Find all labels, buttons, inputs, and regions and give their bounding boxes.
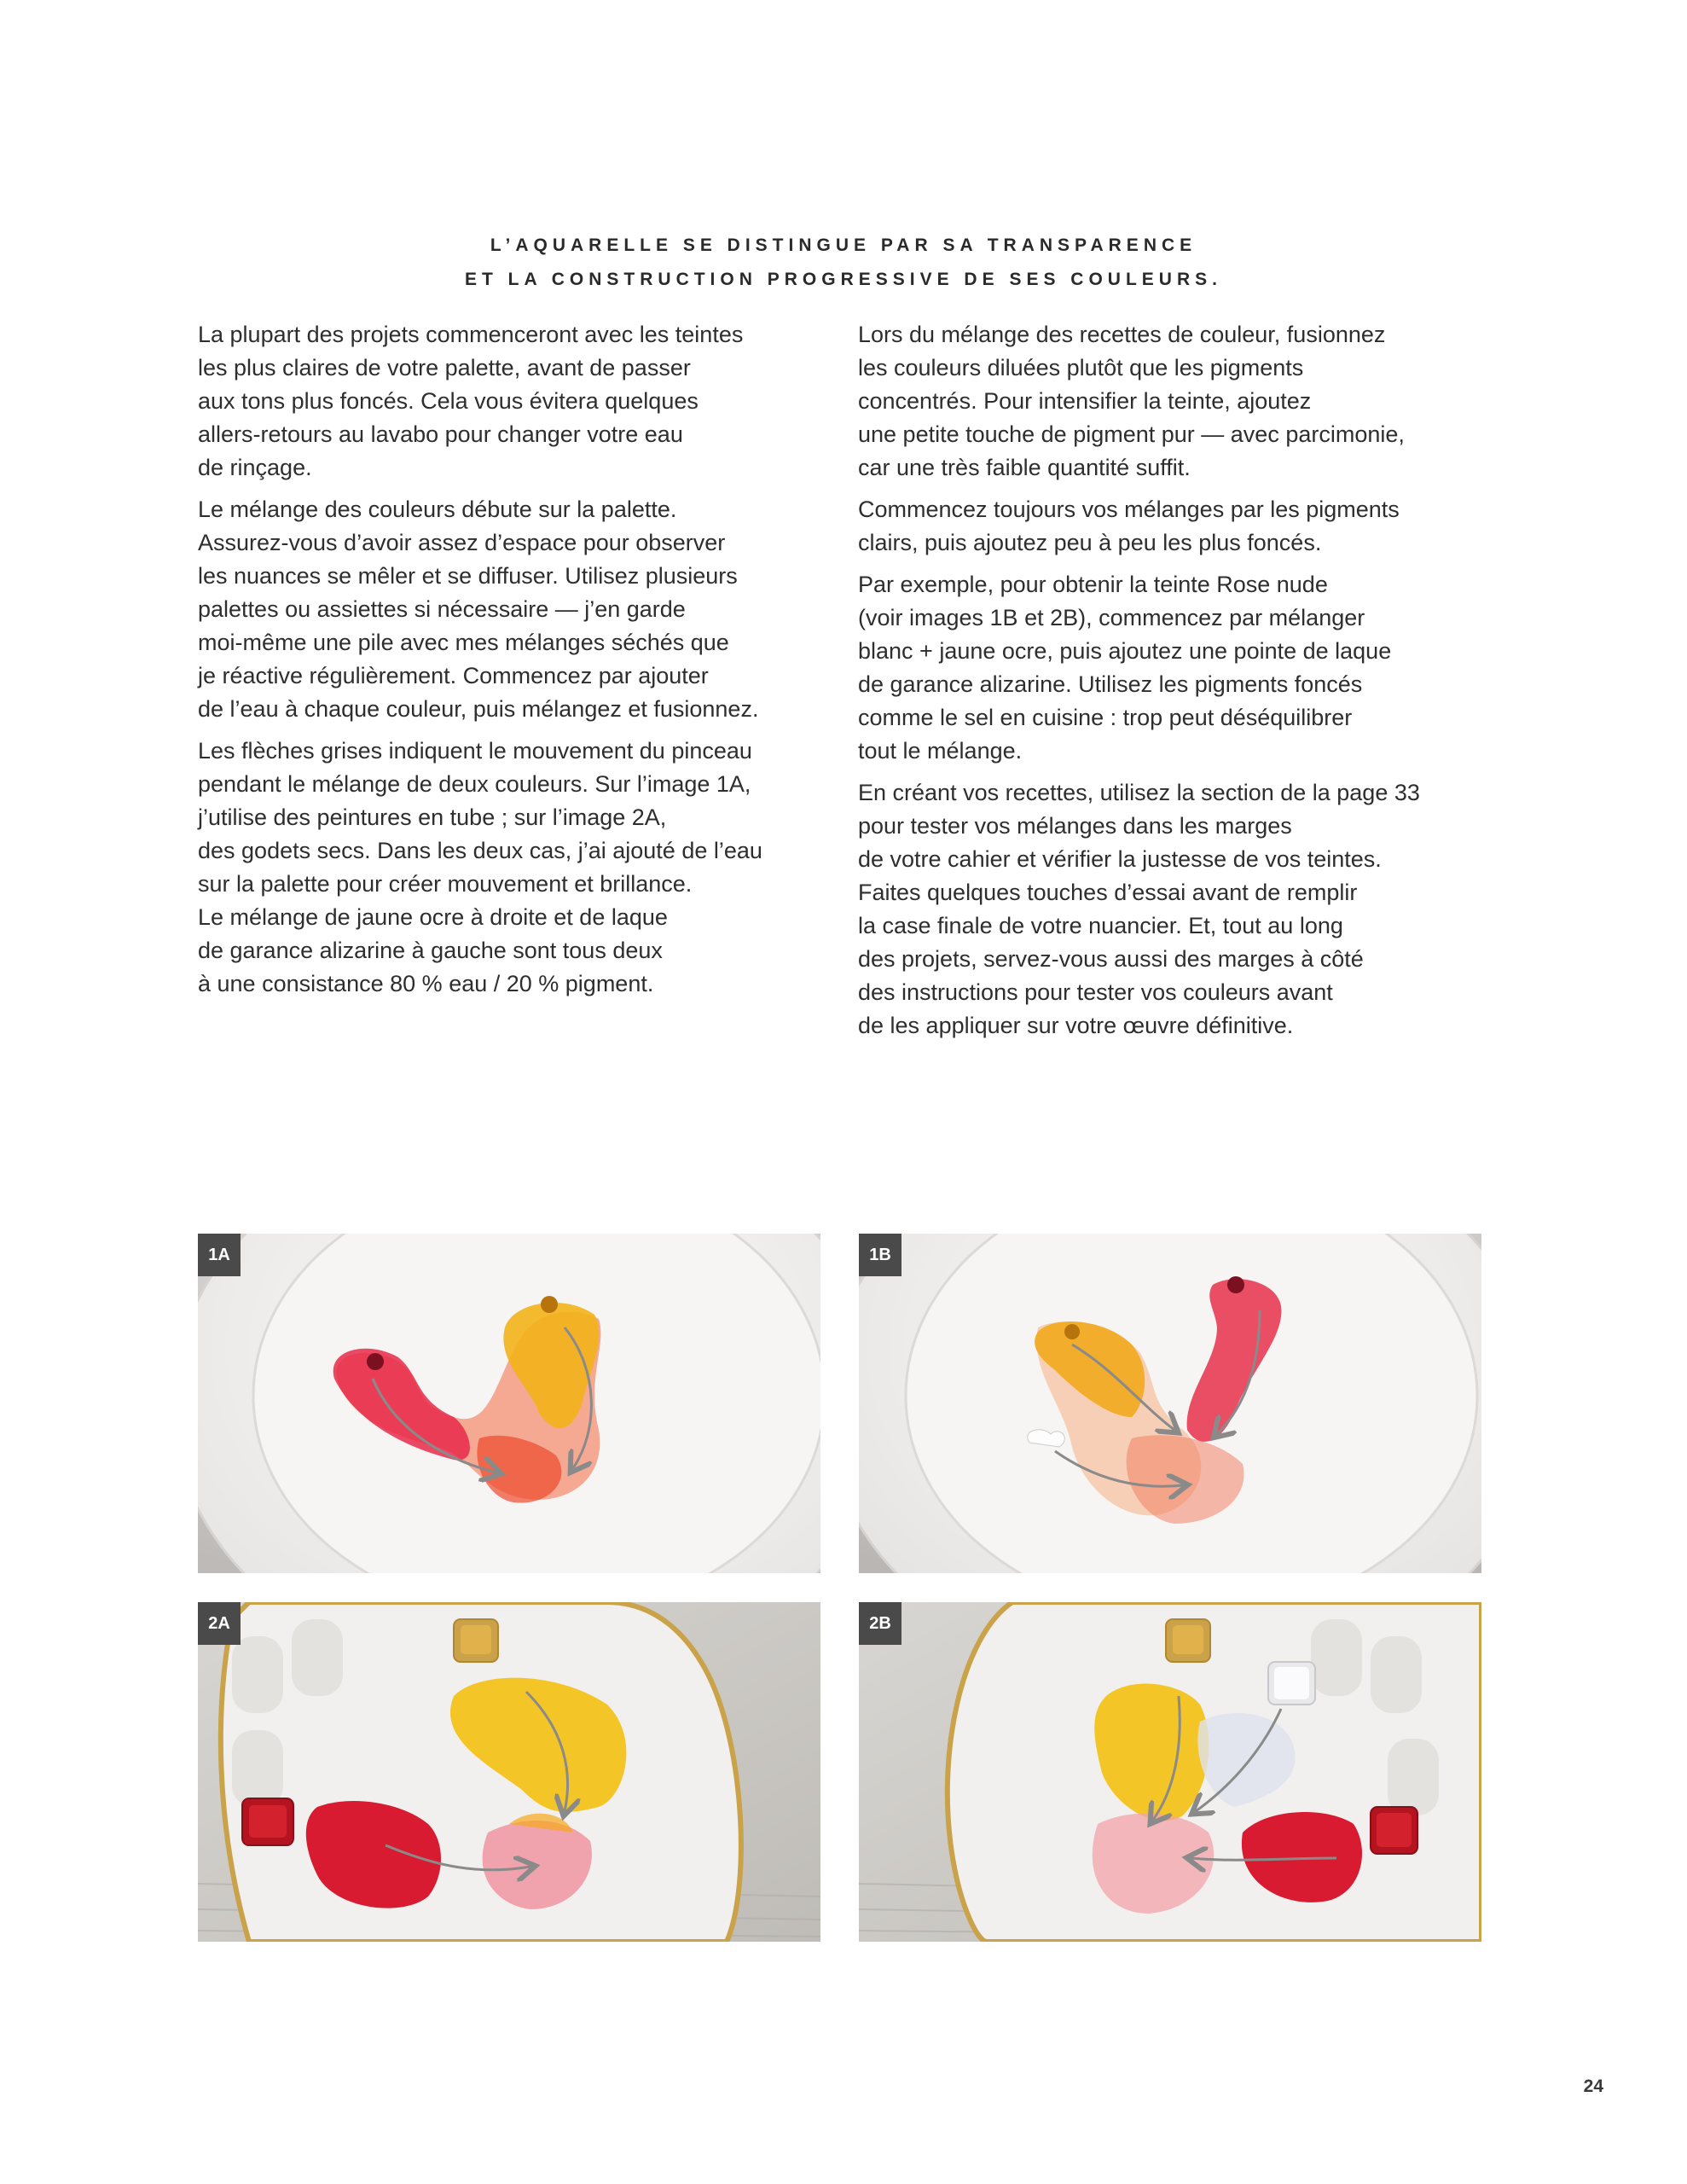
paragraph: Commencez toujours vos mélanges par les pigments clairs, puis ajoutez peu à peu les plus foncés. bbox=[858, 497, 1400, 555]
photo-1a bbox=[198, 1234, 820, 1573]
photo-2b-illustration bbox=[859, 1602, 1481, 1942]
paragraph: En créant vos recettes, utilisez la section de la page 33 pour tester vos mélanges dans les marges de votre cahier et vérifier la justesse de vos teintes. Faites quelques touches d’essai avant de remplir la case finale de votre nuancier. Et, tout au long des projets, servez-vous aussi des marges à côté des instructions pour tester vos couleurs avant de les appliquer sur votre œuvre définitive. bbox=[858, 780, 1420, 1038]
page-number: 24 bbox=[1583, 2077, 1603, 2096]
photo-1b-illustration bbox=[859, 1234, 1481, 1573]
photo-2a-illustration bbox=[198, 1602, 820, 1942]
photo-1a-illustration bbox=[198, 1234, 820, 1573]
heading-line-2: ET LA CONSTRUCTION PROGRESSIVE DE SES COULEURS. bbox=[465, 270, 1222, 289]
photo-label-2a: 2A bbox=[198, 1602, 241, 1645]
heading-line-1: L’AQUARELLE SE DISTINGUE PAR SA TRANSPARENCE bbox=[490, 235, 1197, 255]
paragraph: La plupart des projets commenceront avec les teintes les plus claires de votre palette, avant de passer aux tons plus foncés. Cela vous évitera quelques allers-retours au lavabo pour changer votre eau de rinçage. bbox=[198, 322, 744, 480]
photo-1b bbox=[859, 1234, 1481, 1573]
right-text-column bbox=[858, 318, 1506, 1051]
paragraph: Lors du mélange des recettes de couleur, fusionnez les couleurs diluées plutôt que les pigments concentrés. Pour intensifier la teinte, ajoutez une petite touche de pigment pur — avec parcimonie, car une très faible quantité suffit. bbox=[858, 322, 1405, 480]
paragraph: Le mélange des couleurs débute sur la palette. Assurez-vous d’avoir assez d’espace pour observer les nuances se mêler et se diffuser. Utilisez plusieurs palettes ou assiettes si nécessaire — j’en garde moi-même une pile avec mes mélanges séchés que je réactive régulièrement. Commencez par ajouter de l’eau à chaque couleur, puis mélangez et fusionnez. bbox=[198, 497, 759, 722]
photo-2a bbox=[198, 1602, 820, 1942]
section-heading bbox=[0, 229, 1687, 297]
photo-label-1a: 1A bbox=[198, 1234, 241, 1276]
paragraph: Les flèches grises indiquent le mouvement du pinceau pendant le mélange de deux couleurs. Sur l’image 1A, j’utilise des peintures en tube ; sur l’image 2A, des godets secs. Dans les deux cas, j’ai ajouté de l’eau sur la palette pour créer mouvement et brillance. Le mélange de jaune ocre à droite et de laque de garance alizarine à gauche sont tous deux à une consistance 80 % eau / 20 % pigment. bbox=[198, 738, 762, 996]
photo-label-2b: 2B bbox=[859, 1602, 901, 1645]
paragraph: Par exemple, pour obtenir la teinte Rose nude (voir images 1B et 2B), commencez par mélanger blanc + jaune ocre, puis ajoutez une pointe de laque de garance alizarine. Utilisez les pigments foncés comme le sel en cuisine : trop peut déséquilibrer tout le mélange. bbox=[858, 572, 1392, 764]
photo-2b bbox=[859, 1602, 1481, 1942]
left-text-column bbox=[198, 318, 846, 1009]
photo-label-1b: 1B bbox=[859, 1234, 901, 1276]
